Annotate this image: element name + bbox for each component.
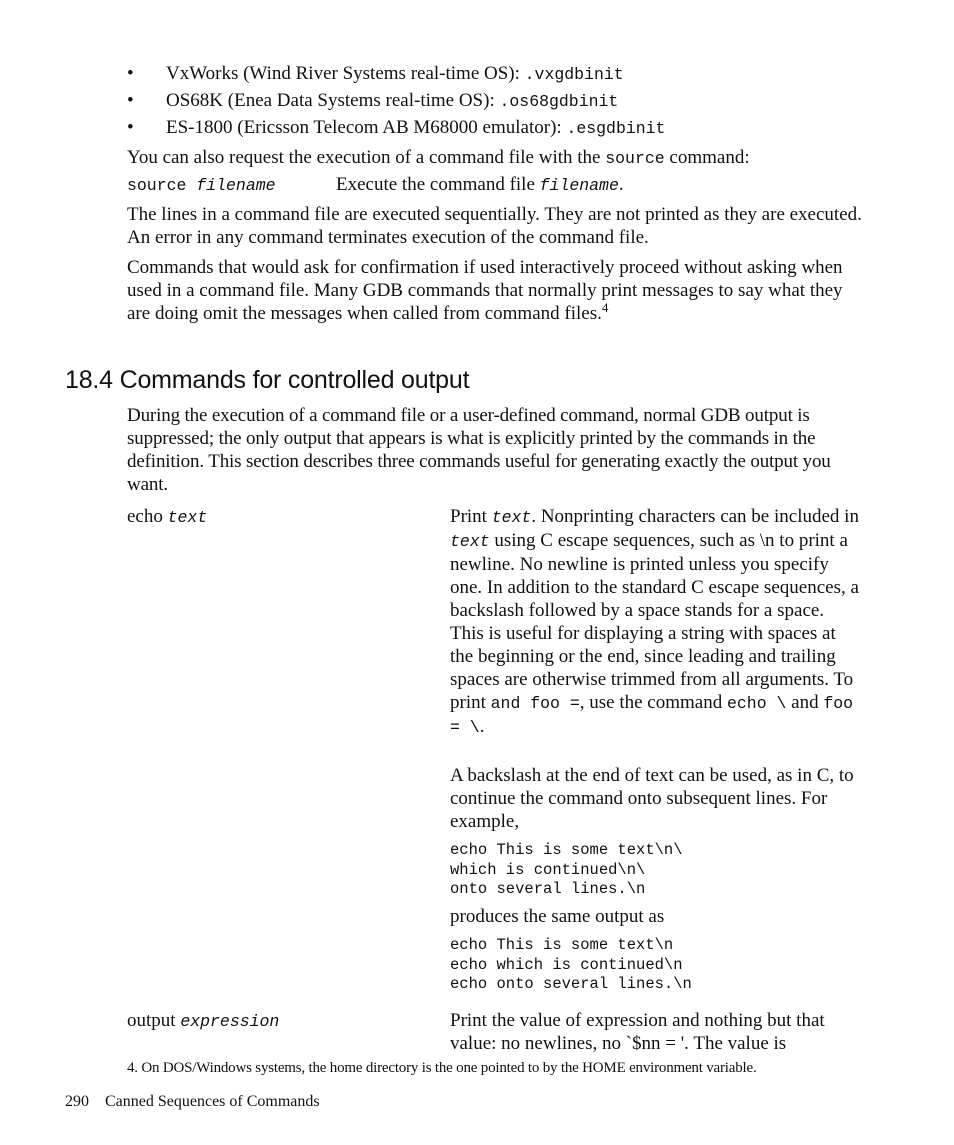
page-footer (65, 1092, 336, 1112)
page-number: 290 (65, 1093, 89, 1110)
source-intro-paragraph: You can also request the execution of a command file with the source command: (127, 147, 750, 168)
source-command-description: Execute the command file filename. (336, 174, 624, 195)
output-term: output expression (127, 1010, 280, 1031)
section-heading: 18.4 Commands for controlled output (65, 366, 470, 394)
footnote-reference[interactable]: 4 (601, 300, 609, 315)
output-description: Print the value of expression and nothing but that value: no newlines, no `$nn = '. The value is (450, 1010, 825, 1054)
footnote: 4. On DOS/Windows systems, the home directory is the one pointed to by the HOME environment variable. (127, 1060, 757, 1076)
echo-term: echo text (127, 506, 208, 527)
list-item: • OS68K (Enea Data Systems real-time OS): .os68gdbinit (127, 90, 619, 111)
list-item: • VxWorks (Wind River Systems real-time OS): .vxgdbinit (127, 63, 624, 84)
same-output-paragraph: produces the same output as (450, 906, 665, 927)
init-file-list (127, 62, 867, 143)
code-example-separate: echo This is some text\n echo which is continued\n echo onto several lines.\n (450, 936, 692, 993)
section-intro-paragraph: During the execution of a command file or a user-defined command, normal GDB output is suppressed; the only output that appears is what is explicitly printed by the commands in the definition. This section describes three commands useful for generating exactly the output you want. (127, 405, 831, 495)
echo-continuation-paragraph: A backslash at the end of text can be used, as in C, to continue the command onto subsequent lines. For example, (450, 765, 854, 832)
bullet-icon: • (127, 117, 134, 138)
confirmation-paragraph: Commands that would ask for confirmation if used interactively proceed without asking when used in a command file. Many GDB commands that normally print messages to say what they are doing omit the messages when called from command files.$^4$ (127, 257, 843, 324)
bullet-icon: • (127, 63, 134, 84)
bullet-icon: • (127, 90, 134, 111)
echo-description: Print text. Nonprinting characters can be included in text using C escape sequences, such as \n to print a newline. No newline is printed unless you specify one. In addition to the standard C escape sequences, a backslash followed by a space stands for a space. This is useful for displaying a string with spaces at the beginning or the end, since leading and trailing spaces are otherwise trimmed from all arguments. To print and foo =, use the command echo \ and foo = \. (450, 506, 859, 737)
list-item: • ES-1800 (Ericsson Telecom AB M68000 emulator): .esgdbinit (127, 117, 666, 138)
chapter-title: Canned Sequences of Commands (105, 1093, 320, 1110)
code-example-continued: echo This is some text\n\ which is continued\n\ onto several lines.\n (450, 841, 683, 898)
sequential-paragraph: The lines in a command file are executed sequentially. They are not printed as they are executed. An error in any command terminates execution of the command file. (127, 204, 862, 248)
source-command-term: source filename (127, 176, 276, 195)
